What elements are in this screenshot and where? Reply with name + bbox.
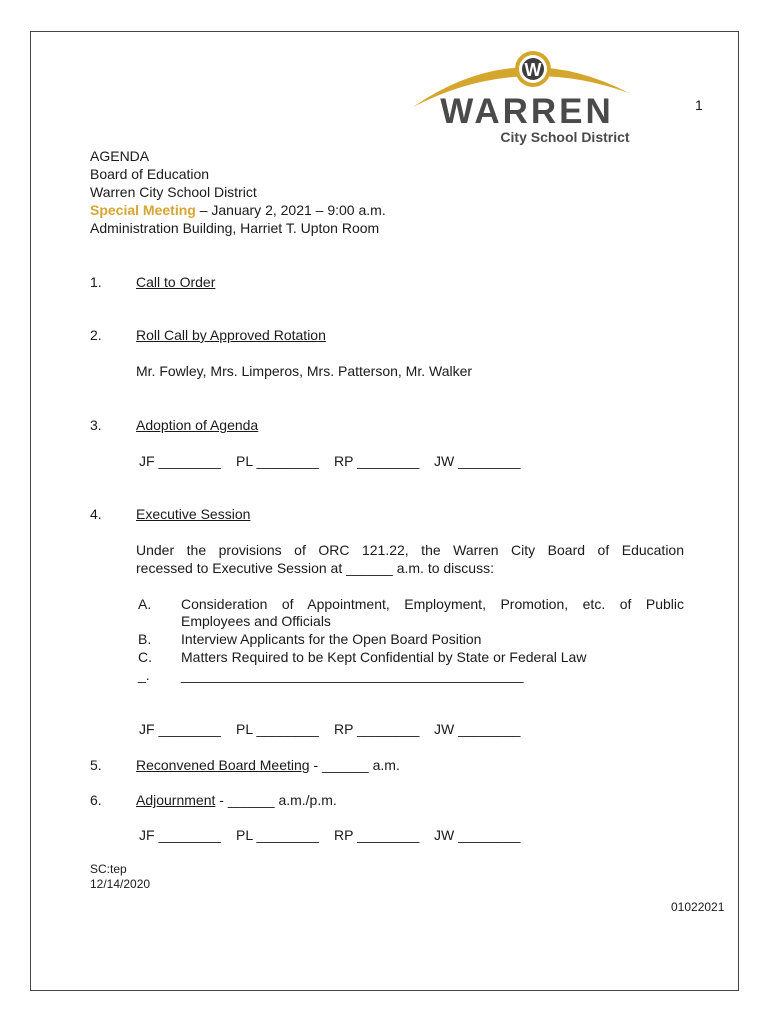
roll-call-names: Mr. Fowley, Mrs. Limperos, Mrs. Patterson, Mr. Walker: [136, 363, 473, 379]
item-6-number: 6.: [90, 792, 102, 808]
vote-jw: JW ________: [434, 827, 521, 843]
sub-item-b-text: Interview Applicants for the Open Board Position: [181, 631, 482, 647]
sub-item-blank-letter: _.: [138, 667, 150, 683]
sub-item-a-letter: A.: [138, 596, 152, 612]
district-name: Warren City School District: [90, 184, 257, 200]
item-4-number: 4.: [90, 506, 102, 522]
sub-item-c-text: Matters Required to be Kept Confidential by State or Federal Law: [181, 649, 587, 665]
page-number: 1: [695, 97, 703, 113]
vote-jw: JW ________: [434, 453, 521, 469]
logo-letter: W: [524, 60, 542, 80]
meeting-date-time: – January 2, 2021 – 9:00 a.m.: [195, 202, 386, 218]
vote-jf: JF ________: [139, 827, 221, 843]
agenda-heading: AGENDA: [90, 148, 150, 164]
footer-initials: SC:tep: [90, 862, 127, 876]
item-1-number: 1.: [90, 274, 102, 290]
item-6-line: [136, 791, 337, 809]
vote-pl: PL ________: [236, 827, 319, 843]
meeting-type: Special Meeting: [90, 202, 196, 218]
item-4-title: Executive Session: [136, 506, 251, 522]
item-5-line: [136, 756, 400, 774]
board-name: Board of Education: [90, 166, 210, 182]
vote-pl: PL ________: [236, 453, 319, 469]
item-3-title: Adoption of Agenda: [136, 417, 259, 433]
item-5-number: 5.: [90, 757, 102, 773]
warren-logo: [407, 45, 637, 145]
footer-date: 12/14/2020: [90, 877, 151, 891]
meeting-location: Administration Building, Harriet T. Upton Room: [90, 220, 380, 236]
document-code: 01022021: [671, 900, 725, 914]
sub-item-a-line-1: Consideration of Appointment, Employment, Promotion, etc. of Public: [181, 596, 684, 612]
logo-subtitle: City School District: [500, 129, 630, 145]
item-6-title: Adjournment: [136, 792, 216, 808]
vote-jf: JF ________: [139, 453, 221, 469]
item-3-number: 3.: [90, 417, 102, 433]
sub-item-b-letter: B.: [138, 631, 152, 647]
exec-session-paragraph-line-1: Under the provisions of ORC 121.22, the Warren City Board of Education: [136, 542, 684, 558]
item-5-title: Reconvened Board Meeting: [136, 757, 310, 773]
vote-pl: PL ________: [236, 721, 319, 737]
sub-item-a-line-2: Employees and Officials: [181, 613, 331, 629]
item-2-number: 2.: [90, 327, 102, 343]
vote-rp: RP ________: [334, 453, 420, 469]
item-5-time: - ______ a.m.: [309, 757, 400, 773]
vote-jw: JW ________: [434, 721, 521, 737]
logo-name: WARREN: [440, 92, 614, 131]
item-1-title: Call to Order: [136, 274, 216, 290]
vote-jf: JF ________: [139, 721, 221, 737]
exec-session-paragraph-line-2: recessed to Executive Session at ______ a.m. to discuss:: [136, 560, 494, 576]
item-2-title: Roll Call by Approved Rotation: [136, 327, 326, 343]
sub-item-blank-line: ____________________________________________: [181, 667, 524, 683]
vote-rp: RP ________: [334, 721, 420, 737]
vote-rp: RP ________: [334, 827, 420, 843]
meeting-line: [90, 201, 386, 219]
sub-item-c-letter: C.: [138, 649, 152, 665]
item-6-time: - ______ a.m./p.m.: [215, 792, 337, 808]
